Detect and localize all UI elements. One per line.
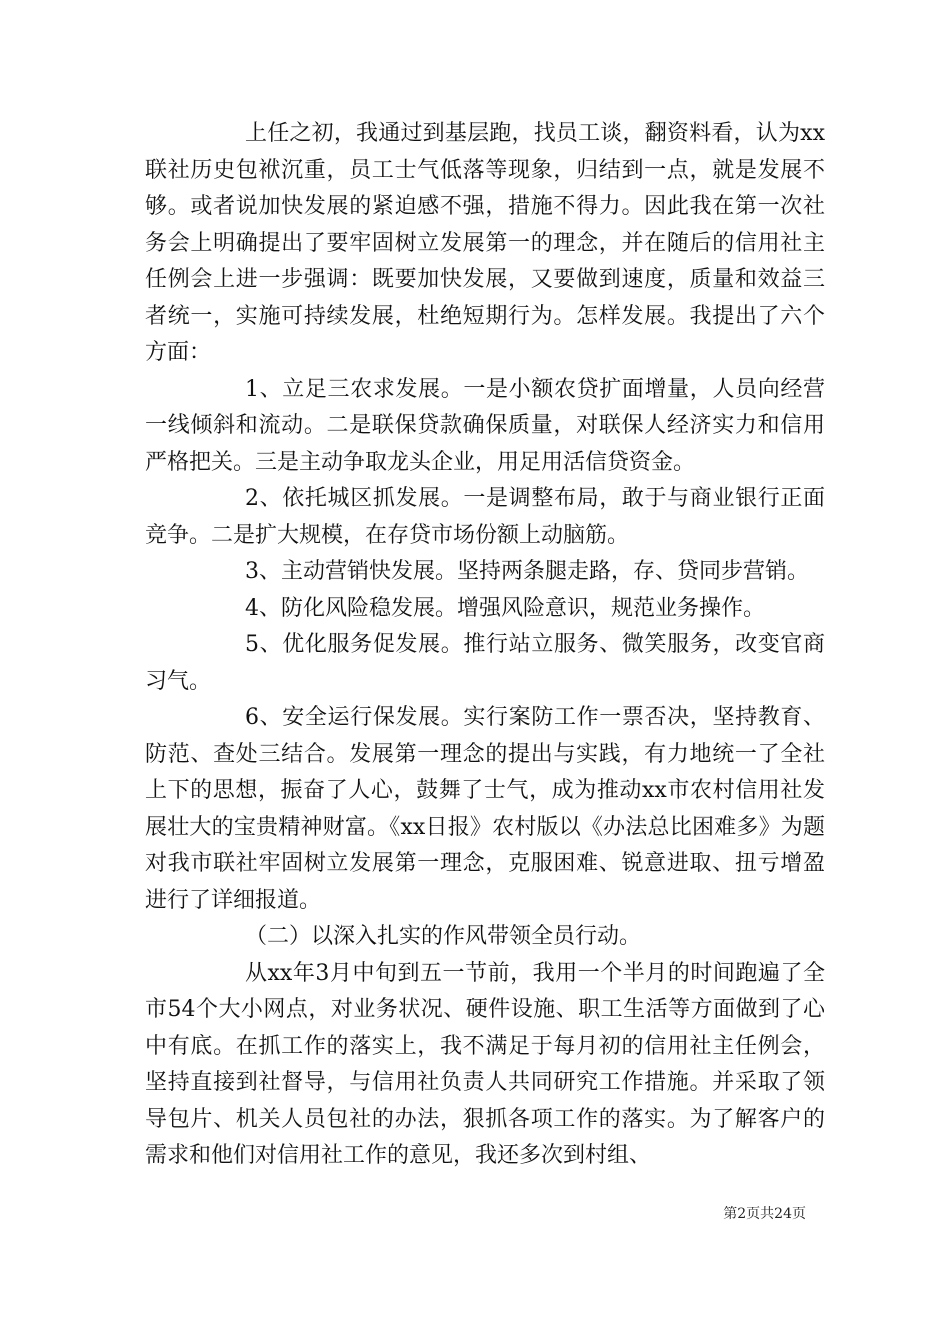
paragraph-point-1: 1、立足三农求发展。一是小额农贷扩面增量，人员向经营一线倾斜和流动。二是联保贷款确保质量，对联保人经济实力和信用严格把关。三是主动争取龙头企业，用足用活信贷资金。 <box>145 376 825 475</box>
paragraph-point-3: 3、主动营销快发展。坚持两条腿走路，存、贷同步营销。 <box>245 559 809 584</box>
paragraph-point-5: 5、优化服务促发展。推行站立服务、微笑服务，改变官商习气。 <box>145 632 825 694</box>
paragraph-point-2: 2、依托城区抓发展。一是调整布局，敢于与商业银行正面竞争。二是扩大规模，在存贷市场份额上动脑筋。 <box>145 486 825 548</box>
paragraph-point-4: 4、防化风险稳发展。增强风险意识，规范业务操作。 <box>245 595 765 621</box>
paragraph-intro: 上任之初，我通过到基层跑，找员工谈，翻资料看，认为xx联社历史包袱沉重，员工士气低落等现象，归结到一点，就是发展不够。或者说加快发展的紧迫感不强，措施不得力。因此我在第一次社务会上明确提出了要牢固树立发展第一的理念，并在随后的信用社主任例会上进一步强调：既要加快发展，又要做到速度，质量和效益三者统一，实施可持续发展，杜绝短期行为。怎样发展。我提出了六个方面： <box>145 121 825 365</box>
paragraph-section-body: 从xx年3月中旬到五一节前，我用一个半月的时间跑遍了全市54个大小网点，对业务状况、硬件设施、职工生活等方面做到了心中有底。在抓工作的落实上，我不满足于每月初的信用社主任例会，坚持直接到社督导，与信用社负责人共同研究工作措施。并采取了领导包片、机关人员包社的办法，狠抓各项工作的落实。为了解客户的需求和他们对信用社工作的意见，我还多次到村组、 <box>145 960 825 1168</box>
page-number: 第2页共24页 <box>723 1206 806 1222</box>
paragraph-point-6: 6、安全运行保发展。实行案防工作一票否决，坚持教育、防范、查处三结合。发展第一理念的提出与实践，有力地统一了全社上下的思想，振奋了人心，鼓舞了士气，成为推动xx市农村信用社发展壮大的宝贵精神财富。《xx日报》农村版以《办法总比困难多》为题对我市联社牢固树立发展第一理念，克服困难、锐意进取、扭亏增盈进行了详细报道。 <box>145 705 825 913</box>
document-body <box>145 116 825 1175</box>
section-heading: （二）以深入扎实的作风带领全员行动。 <box>245 924 642 949</box>
